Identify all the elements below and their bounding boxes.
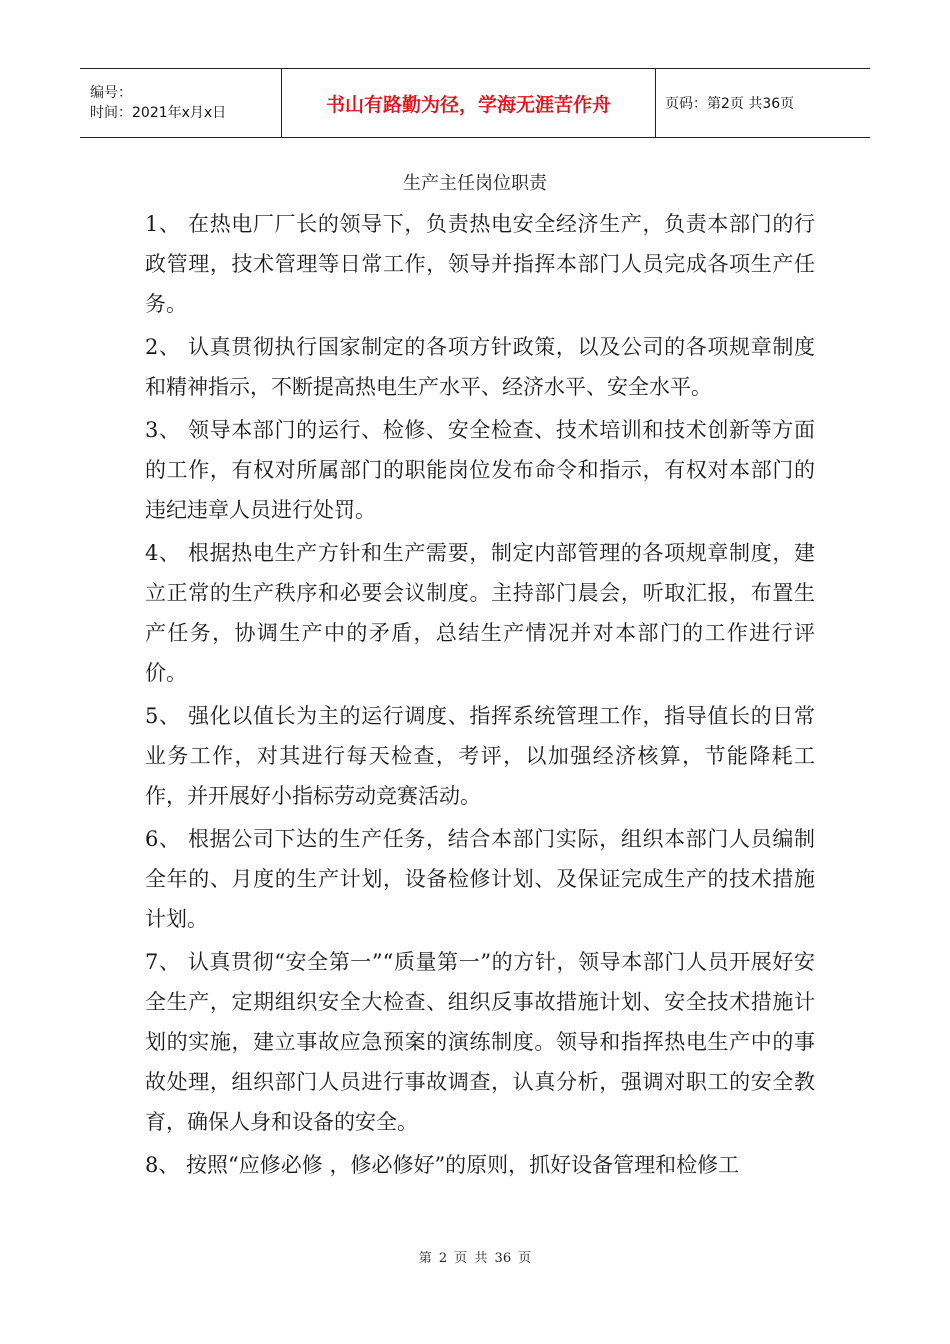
header-page-code: 页码：第2页 共36页 <box>665 96 795 112</box>
paragraph-2: 2、 认真贯彻执行国家制定的各项方针政策，以及公司的各项规章制度和精神指示，不断提高热电生产水平、经济水平、安全水平。 <box>145 335 815 399</box>
paragraph-8: 8、 按照“应修必修 ，修必修好”的原则，抓好设备管理和检修工 <box>145 1153 740 1177</box>
paragraph-4: 4、 根据热电生产方针和生产需要，制定内部管理的各项规章制度，建立正常的生产秩序和必要会议制度。主持部门晨会，听取汇报，布置生产任务，协调生产中的矛盾，总结生产情况并对本部门的工作进行评价。 <box>145 541 815 685</box>
number-label: 编号： <box>90 85 132 101</box>
header-slogan: 书山有路勤为径，学海无涯苦作舟 <box>281 69 656 137</box>
paragraph-3: 3、 领导本部门的运行、检修、安全检查、技术培训和技术创新等方面的工作，有权对所属部门的职能岗位发布命令和指示，有权对本部门的违纪违章人员进行处罚。 <box>145 418 815 522</box>
paragraph-1: 1、 在热电厂厂长的领导下，负责热电安全经济生产，负责本部门的行政管理，技术管理等日常工作，领导并指挥本部门人员完成各项生产任务。 <box>145 212 815 316</box>
page-header <box>80 68 870 138</box>
time-label: 时间：2021年x月x日 <box>90 105 227 121</box>
paragraph-6: 6、 根据公司下达的生产任务，结合本部门实际，组织本部门人员编制全年的、月度的生产计划，设备检修计划、及保证完成生产的技术措施计划。 <box>145 827 815 931</box>
page-footer: 第 2 页 共 36 页 <box>418 1251 532 1266</box>
document-title: 生产主任岗位职责 <box>403 173 547 194</box>
paragraph-7: 7、 认真贯彻“安全第一”“质量第一”的方针，领导本部门人员开展好安全生产，定期组织安全大检查、组织反事故措施计划、安全技术措施计划的实施，建立事故应急预案的演练制度。领导和指挥热电生产中的事故处理，组织部门人员进行事故调查，认真分析，强调对职工的安全教育，确保人身和设备的安全。 <box>145 950 815 1134</box>
header-meta <box>80 69 281 137</box>
paragraph-5: 5、 强化以值长为主的运行调度、指挥系统管理工作，指导值长的日常业务工作，对其进行每天检查，考评，以加强经济核算，节能降耗工作，并开展好小指标劳动竞赛活动。 <box>145 704 815 808</box>
document-body <box>145 204 815 1185</box>
